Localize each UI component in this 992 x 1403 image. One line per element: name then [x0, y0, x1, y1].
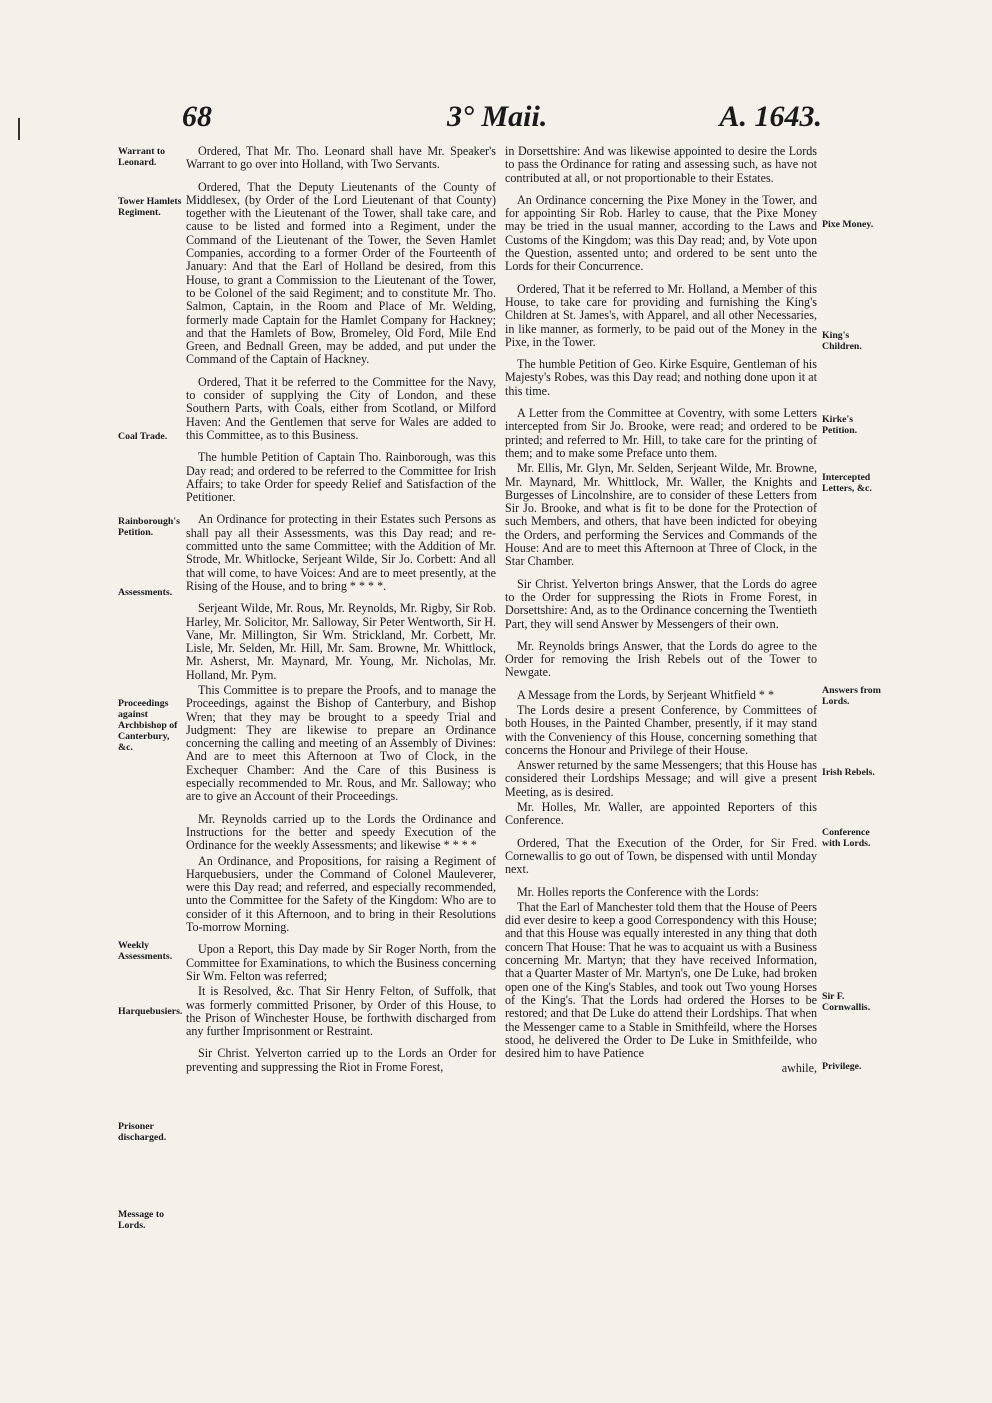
paragraph: Ordered, That it be referred to Mr. Holland, a Member of this House, to take care for providing and furnishing the King's Children at St. James's, with Apparel, and all other Necessaries, in like manner, as formerly, to be paid out of the Money in the Pixe, in the Tower.: [505, 281, 817, 349]
paragraph: Answer returned by the same Messengers; that this House has considered their Lordships Message; and will give a present Meeting, as is desired.: [505, 758, 817, 799]
paragraph: in Dorsettshire: And was likewise appointed to desire the Lords to pass the Ordinance for rating and assessing such, as have not contributed at all, or not proportionable to their Estates.: [505, 144, 817, 185]
margin-note: Conference with Lords.: [822, 827, 871, 849]
margin-note: Tower Hamlets Regiment.: [118, 196, 182, 218]
paragraph: A Letter from the Committee at Coventry, with some Letters intercepted from Sir Jo. Brooke, were read; and ordered to be printed; and referred to Mr. Hill, to take care for the printing of them; and to make some Preface unto them.: [505, 406, 817, 460]
paragraph: Sir Christ. Yelverton carried up to the Lords an Order for preventing and suppressing the Riot in Frome Forest,: [186, 1046, 496, 1074]
paragraph: An Ordinance concerning the Pixe Money in the Tower, and for appointing Sir Rob. Harley to cause, that the Pixe Money may be tried in the usual manner, according to the Laws and Customs of the Kingdom; was this Day read; and, by Vote upon the Question, assented unto; and ordered to be sent unto the Lords for their Concurrence.: [505, 192, 817, 274]
paragraph: The Lords desire a present Conference, by Committees of both Houses, in the Painted Chamber, presently, if it may stand with the Conveniency of this House, concerning something that concerns the Honour and Privilege of their House.: [505, 702, 817, 757]
paragraph: This Committee is to prepare the Proofs, and to manage the Proceedings, against the Bishop of Canterbury, and Bishop Wren; that they may be brought to a speedy Trial and Judgment: They are likewise to prepare an Ordinance concerning the calling and meeting of an Assembly of Divines: And are to meet this Afternoon at Two of Clock, in the Exchequer Chamber: And the Care of this Business is especially recommended to Mr. Rous, and Mr. Salloway; who are to give an Account of their Proceedings.: [186, 682, 496, 804]
running-year: A. 1643.: [719, 100, 822, 133]
margin-note: Sir F. Cornwallis.: [822, 991, 871, 1013]
margin-note: Message to Lords.: [118, 1209, 164, 1231]
paragraph: That the Earl of Manchester told them that the House of Peers did ever desire to keep a good Correspondency with this House; and that this House was equally interested in any thing that doth concern That House: That he was to acquaint us with a Business concerning Mr. Martyn; that they have received Information, that a Quarter Master of Mr. Martyn's, one De Luke, had broken open one of the King's Stables, and took out Two young Horses of the King's. That the Lords had ordered the Horses to be restored; and that De Luke do attend their Lordships. That when the Messenger came to a Stable in Smithfeild, where the Horses stood, he delivered the Order to De Luke in Smithfeilde, who desired him to have Patience: [505, 899, 817, 1061]
running-date: 3° Maii.: [447, 100, 548, 133]
page-number: 68: [182, 100, 212, 133]
margin-note: Intercepted Letters, &c.: [822, 472, 872, 494]
margin-note: Prisoner discharged.: [118, 1121, 167, 1143]
margin-note: Assessments.: [118, 587, 173, 598]
margin-note: Irish Rebels.: [822, 767, 875, 778]
margin-note: Pixe Money.: [822, 219, 874, 230]
paragraph: Ordered, That Mr. Tho. Leonard shall have Mr. Speaker's Warrant to go over into Holland, with Two Servants.: [186, 144, 496, 172]
margin-note: Harquebusiers.: [118, 1006, 183, 1017]
paragraph: Sir Christ. Yelverton brings Answer, that the Lords do agree to the Order for suppressing the Riots in Frome Forest, in Dorsettshire: And, as to the Ordinance concerning the Twentieth Part, they will send Answer by Messengers of their own.: [505, 576, 817, 631]
margin-note: Weekly Assessments.: [118, 940, 173, 962]
paragraph: Mr. Reynolds carried up to the Lords the Ordinance and Instructions for the better and speedy Execution of the Ordinance for the weekly Assessments; and likewise * * * *: [186, 811, 496, 853]
paragraph: An Ordinance, and Propositions, for raising a Regiment of Harquebusiers, under the Command of Colonel Mauleverer, were this Day read; and referred, and especially recommended, unto the Committee for the Safety of the Kingdom: Who are to consider of it this Afternoon, and to bring in their Resolutions To-morrow Morning.: [186, 853, 496, 935]
margin-note: Privilege.: [822, 1061, 862, 1072]
page-edge-mark: [18, 118, 20, 140]
margin-note: Proceedings against Archbishop of Canterbury, &c.: [118, 698, 178, 753]
margin-note: King's Children.: [822, 330, 862, 352]
paragraph: Mr. Ellis, Mr. Glyn, Mr. Selden, Serjeant Wilde, Mr. Browne, Mr. Maynard, Mr. Whittlock, Mr. Waller, the Knights and Burgesses of Lincolnshire, are to consider of these Letters from Sir Jo. Brooke, and what is fit to be done for the Protection of such Members, and others, that have been indicted for obeying the Orders, and performing the Services and Commands of the House: And are to meet this Afternoon at Three of Clock, in the Star Chamber.: [505, 461, 817, 569]
right-column: [505, 145, 817, 1085]
margin-note: Rainborough's Petition.: [118, 516, 180, 538]
paragraph: The humble Petition of Geo. Kirke Esquire, Gentleman of his Majesty's Robes, was this Day read; and nothing done upon it at this time.: [505, 357, 817, 398]
paragraph: An Ordinance for protecting in their Estates such Persons as shall pay all their Assessments, was this Day read; and re-committed unto the same Committee; with the Addition of Mr. Strode, Mr. Whitlocke, Serjeant Wilde, Sir Jo. Corbett: And all that will come, to have Voices: And are to meet presently, at the Rising of the House, and to bring * * * *.: [186, 512, 496, 593]
paragraph: A Message from the Lords, by Serjeant Whitfield * *: [517, 687, 775, 702]
paragraph: Upon a Report, this Day made by Sir Roger North, from the Committee for Examinations, to which the Business concerning Sir Wm. Felton was referred;: [186, 942, 496, 983]
margin-note: Warrant to Leonard.: [118, 146, 166, 168]
paragraph: The humble Petition of Captain Tho. Rainborough, was this Day read; and ordered to be referred to the Committee for Irish Affairs; to take Order for speedy Relief and Satisfaction of the Petitioner.: [186, 450, 496, 505]
paragraph: Mr. Holles reports the Conference with the Lords:: [517, 884, 759, 899]
paragraph: It is Resolved, &c. That Sir Henry Felton, of Suffolk, that was formerly committed Prisoner, by Order of this House, to the Prison of Winchester House, be forthwith discharged from any further Imprisonment or Restraint.: [186, 984, 496, 1039]
page-header: [182, 100, 822, 146]
left-column: [186, 145, 496, 1083]
catchword: awhile,: [781, 1061, 817, 1076]
paragraph: Ordered, That it be referred to the Committee for the Navy, to consider of supplying the City of London, and these Southern Parts, with Coals, either from Scotland, or Milford Haven: And the Gentlemen that serve for Wales are added to this Committee, as to this Business.: [186, 374, 496, 442]
paragraph: Serjeant Wilde, Mr. Rous, Mr. Reynolds, Mr. Rigby, Sir Rob. Harley, Mr. Solicitor, Mr. Salloway, Sir Peter Wentworth, Sir H. Vane, Mr. Millington, Sir Wm. Strickland, Mr. Corbett, Mr. Lisle, Mr. Selden, Mr. Hill, Mr. Sam. Browne, Mr. Whittlock, Mr. Asherst, Mr. Maynard, Mr. Young, Mr. Nicholas, Mr. Holland, Mr. Pym.: [186, 601, 496, 682]
margin-note: Kirke's Petition.: [822, 414, 858, 436]
paragraph: Ordered, That the Deputy Lieutenants of the County of Middlesex, (by Order of the Lord Lieutenant of that County) together with the Lieutenant of the Tower, shall take care, and cause to be listed and formed into a Regiment, under the Command of the Lieutenant of the Tower, the Seven Hamlet Companies, according to a former Order of the Fourteenth of January: And that the Earl of Holland be desired, from this House, to grant a Commission to the Lieutenant of the Tower, to be Colonel of the said Regiment; and to constitute Mr. Tho. Salmon, Captain, in the Room and Place of Mr. Welding, formerly made Captain for the Hamlet Company for Hackney; and that the Hamlets of Bow, Bromeley, Old Ford, Mile End Green, and Bednall Green, may be added, and put under the Command of the Captain of Hackney.: [186, 179, 496, 367]
paragraph: Ordered, That the Execution of the Order, for Sir Fred. Cornewallis to go out of Town, be dispensed with until Monday next.: [505, 835, 817, 877]
paragraph: Mr. Holles, Mr. Waller, are appointed Reporters of this Conference.: [505, 800, 817, 828]
paragraph: Mr. Reynolds brings Answer, that the Lords do agree to the Order for removing the Irish Rebels out of the Tower to Newgate.: [505, 638, 817, 680]
margin-note: Coal Trade.: [118, 431, 168, 442]
margin-note: Answers from Lords.: [822, 685, 881, 707]
